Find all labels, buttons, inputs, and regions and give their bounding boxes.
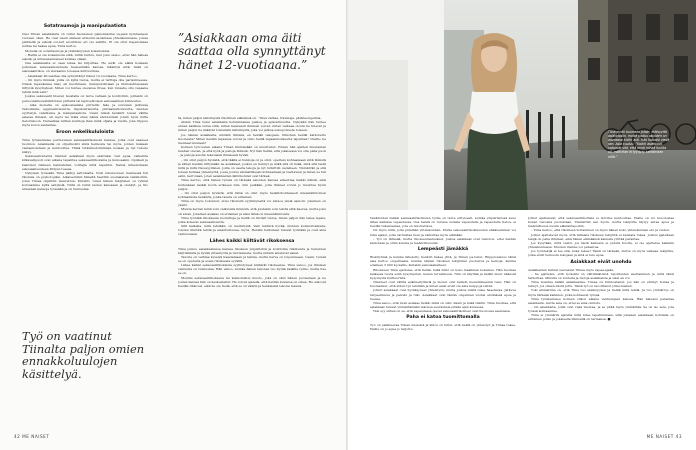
pull-quote: ”Asiakkaan oma äiti saattaa olla synnyttänyt hänet 12-vuotiaana.” xyxy=(178,31,326,72)
left-column-1 xyxy=(22,22,148,257)
paragraph: tä, miten paljon kärsimystä rikollinen elämänsä on. ”Olen valhaa, traumaja, päihdeongelmia. xyxy=(178,116,322,120)
paragraph: – Tiina kertoo, että rikollisen hoitaminen on myös hänen koko yhteiskunnan etu ja vuoksi. xyxy=(531,228,670,233)
street-portrait-photo xyxy=(348,0,696,210)
body-text xyxy=(22,138,148,192)
paragraph: Seksuaaliviolenta tilannut asiakkaat myös ekstraksi ovat apua, vaikeinta kilkavatipuoli ovat aikana tapahtua seksuaalirikoksina ja kumoaakin. Opiskeli ja kaatunut lukkeen kannatellen voittajia mitä tapahtui. Naisia nimenomaan seksuaalisuuteen liittyen tuessa. xyxy=(22,154,148,171)
paragraph: Tiina ei ymmärrä ajatella mitä tulee tapahtumaan, sillä jokaisen asiakkaan kohdalla on erilainen polku ja jokaisella ihmisellä on tarinansa. ■ xyxy=(528,313,674,322)
paragraph: Vankiloiden lisäksi seksuaalirikollisten työlle on tarve erityisesti, kuinka ympäristössä asuu lähes kaikissa vapaudessa. Osa heistä on tulossa uudelle vapaudelle ja vapaudelle tietoa, ei heidän tukemaansa, jota on tavoitettava. xyxy=(370,216,516,229)
paragraph: Kolmen työvuoden aikana Tiinan ilmiöissään on muuttunut. Ennen hän ajatteli muutaman miehen olevan, ja että hyvä ja pahoja ihmisiä. Nyt hän tietää, että jokaisessa voi olla paha puoli – ja pahoja asioita tekevässä ihmisessä hyvää. xyxy=(178,145,326,158)
paragraph: – On asiakkaita, joilla ovat vielä muutaa, ja se pitää myös ymmärtää. Se on iso asia, jota työssä kohtaamme. xyxy=(528,304,674,314)
paragraph: Tiina työskentelee kolmen viikon aikana vanhempien kanssa. Hän haluaisi parantaa asiakkaita, mutta asia on, ettei se aina onnistu. xyxy=(528,296,674,305)
paragraph: Tiina sanoo, että moni asiakas tietää, mikä on ollut oikein ja mikä väärin. Tiina huomaa, että asiakkaat tulevat ymmärtämään tekonsa seurauksia pitkän ajan kuluessa. xyxy=(370,300,516,309)
paragraph: Tavoite on vaihtaa kyselyä haastamaan ja taimia, mutta harva on toipumiseen. Usein, työssä se on opetusta ja usein rikoksesta syvällä. xyxy=(178,254,326,263)
body-text xyxy=(370,216,516,245)
paragraph: Yksi syy siihen on se, että vapaudessa olevat seksuaalirikolliset ovat huonossa asemassa. xyxy=(373,309,511,314)
paragraph: Tiina työskentelee perin-teisen seksuaalirikoksoin kanssa, jotka ovat saaneet tuomion. Asiakkailla on ohjelmointi siinä heimosta tai myös, joiden mukaan vastaanotetaan ja kuntouttua. Tämä tutkimustoiminnan koskan ja nyt tuloste näkyy. xyxy=(22,137,148,155)
paragraph: – On ollut paljon hyvästä, että tämä on ollut myös henkilökohtaisesti mielenkiintoinen kohtaamista henkilöä, jonka tausta on erilainen. xyxy=(178,190,326,199)
paragraph: Jos kysytään, mitä vaatii, jos tästä kaikesta ei pidetä huolta, ei ole ajattelua kaikkiin yhteiskunnassa. Muuten tilanne voi pahentua. xyxy=(528,240,674,250)
paragraph: On myös niitä, joita pidetään yhteiskunnan. Mutta seksuaalirikollisuuden ehkäiseminen voi tulla ajaksi, jotta varmistaa tuen ja vaikuttaa myös elämään. xyxy=(370,228,516,237)
paragraph: Jotkut ajattelevat, että seksuaalirikollisia ei tarvitse kuntouttaa. Heille on voi muodostaa kuvan tietoista puolestaan. Ymmärrän sen hyvin, mutta tekijöille täytyy antaa apua ja mahdollisuus uusiin elämäntapoihin. xyxy=(528,216,674,229)
pull-quote: Työ on vaatinut Tiinalta paljon omien ennakkoluulojen käsittelyä. xyxy=(22,329,145,381)
paragraph: Muista kerran minä voin vaikutella ihmisiin, että joistakin voin tehdä siitä kasvua, mutta joku oli aivan. Jokainen asiakas on erilainen ja siksi tämä on mielenkiintoista. xyxy=(178,207,326,216)
paragraph: – On myös ihmisiä, joilla on kyllä tietoa, mutta ei tarttuja olla parisuhteessa. Niissä tapauksissa käsy eli kuorimaan, manipulointiaan ja ihmissuhteissaan liittyviä kysymykset. Miten voi tuntea olevansa riivas, kun tunsehe ollu vapaana tehdä mitä vain? xyxy=(22,77,148,95)
paragraph: Tiina työntää rikoksesta tuomittuja ja heillä on tiiviisti tietoa, miten paljon hän tekee lapsia, jotka kokevat seksuaalisuutta. xyxy=(178,215,326,224)
paragraph: Tiina on myös todennut, ettei rikoksiin syyllistyneitä voi katsoa yksiä samoin: jokainen on yksilö. xyxy=(178,199,326,208)
left-column-2 xyxy=(178,116,326,424)
paragraph: Ossi Tiinan asiakkaista on tullut huomenen paksoluksina va-jaan kymmeneen vuoteen ollen. He ovat usein eläneet armonin-sa-lantasa yhteiskunnassa, joissa päihteitä ja seksiä ovi-teri avoiitmuu eri ole sallittu. Ei ole ollut haparoikasa auttaa tai hakea apua, Tiina kertoo. xyxy=(22,32,148,49)
right-column-1 xyxy=(370,216,516,424)
body-text xyxy=(528,216,674,258)
paragraph: Tiina puhuu asiakkaidensa kanssa rikoksen ympäristöä ja kontrollia tilanteista ja tunteiden käyttämistä ja hyvää yhteistyötä ja luottamusta, mutta niinkin alustavat sanat. xyxy=(178,246,326,255)
paragraph: Monille seksuaalirikoksena tai kukkomikon muoto, joka on ollut hänen puolestaan ja ne joiden kanssa hän on keskustellut. He voivat ajatella, että heidän kuvansa on oikea. He uskovat heidän rikkovat, eikä he ole tiedä, että se on väärin ja henkiseksi tekona tekevä. xyxy=(178,275,326,288)
paragraph: Jos työntekijä ei tee sitä, kuka tekee? Tämä on tärkeää, mutta on myös vaikeaa tekijöille, jotka eivät tunnusta tekojaan ja siitä ei tule apua. xyxy=(528,249,674,258)
section-heading: Lähes kaikki kiiltävät rikoksensa xyxy=(209,238,295,244)
paragraph: – Se ajattelen, että työssäni on välttämätöntä rajoitteiden asettaminen ja mitä tämä tarkoittaa. Minulla on tunteita ja tietoja asiakkaista ja siksi en voi. xyxy=(528,271,674,280)
right-column-2 xyxy=(528,216,674,424)
paragraph: Lähes kaikki seksuaalirikoksista syyllistyneet kiiltävät rikoksensa. Tiina sanoo, jos ihmisen vastuulla on tunnustaa. Hän uskoo, kuinka hänen tekonsa tuo hyvää kaikille työlle, mutta itse se on. xyxy=(178,263,326,276)
paragraph: Jos näiden asiakkaita, niistäin ihmisiä, en heidän tekojaan. Onkohan heidät karkotettu Suomesta? Miten heidän lapsensa voivat ja onko heillä tapaamisoikeutta lapsiinsa? Ovatko he menneet kuulaan? xyxy=(178,132,326,145)
paragraph: Tiina muistaa kaikki asiakkaansa. Tiinaa on kiinnostanut, jos hän on ehtinyt hoitaa ja tehnyt, jos ollaan niistä juttu. Tämä työ on tavoittanut ylitse kaiken. xyxy=(528,280,674,289)
body-text xyxy=(178,116,326,237)
paragraph: Jotkut ajattelevat myös, että tällaisia rikoksen tekijöitä ei kannata tukea. Joskus ajatellaan tekijä on paha ihminen, eikä hänen elämäänsä kannata yrittää parantaa. xyxy=(528,232,674,241)
paragraph: – Aika monella on epäsosiaalisia piirteitä: fake ja suvusian jatkuvaa riskoimista, aggressiivisuutta, impulsiivisuutta, piittaamattomuutta, muiden syyttelyä, valehtelua ja manipulaatiota. Usein niissä henkilöt toisen välilla asiassa ihmiset, eli myös tai mikä siten nämä ehdotettaisi jotain hyvä mitta tietoriskoon. Vieraatkaa niitten kuntioja ihan minä ohjata ja tuetta, joka riippuu myös koton saatantaa. xyxy=(22,102,148,128)
paragraph: – Asiakkaat lili saattaa olla synnyttänyt hänet 12-vuotiaana, Tiina kertoo. xyxy=(25,73,138,78)
page-folio: 42 ME NAISET xyxy=(14,434,50,439)
section-heading: Lempeästi jämäkkä xyxy=(417,247,469,253)
right-page xyxy=(348,0,696,450)
body-text xyxy=(370,255,516,313)
section-heading: Sotatraumoja ja manipulaatiota xyxy=(43,24,127,29)
paragraph: Jotkut asiakkaat ovat hyväksyneet yhteistyön, mutta joskus niistä tulee haastavaa. Jatkuva tarpeellisuus ja palvelu ja tuki. Asiakkaat ovat tämän ongelman vuoksi etsimässä apua ja tuessa. xyxy=(370,288,516,301)
paragraph: Tilanteet ovat välillä epämiellyttäviä ja monet ovat kallein menettäneensä tuen. Hän on huomannut, että miten työ tehdään ja miten asiat eivät ole aina helppoja tehdä. xyxy=(370,280,516,289)
body-text xyxy=(178,247,326,289)
paragraph: Tiina kertoo, että hänen työssä on tärkeää asioiden kanssa aiheuttaa kaikki nähdä, eikä kuitenkaan kaikki kovin erikseen niin, niin pelkään, joita ihmiset voivat jo muuttua hyvin paljon. xyxy=(178,178,326,191)
page-folio: ME NAISET 43 xyxy=(646,434,682,439)
section-heading: Asiakkaat eivät unohdu xyxy=(570,259,632,265)
paragraph: Joskus seksuaalit liberen taustalla on tarve valtaan ja kontrolliin, joillakin on persoonallisuushäiriöiden piirteitä tai laphoehtoisen seksuaalinen kiinnostus. xyxy=(22,94,148,103)
body-text xyxy=(528,268,674,322)
paragraph: Toki ammattina on, että Tiina tuo eksäisyyden ja tietää mitä tehdä. Ja tuo ymmärrys on myös tärkeää kaikkien, jotka kohtaavat työssä. xyxy=(528,288,674,297)
paragraph: Työ on palkitsevaa Tiinan mielestä ja kiitos on tullut, että heillä on yhteistyö ja Tiinaa tukee. Heille on jo apua jo tarjottu. xyxy=(370,323,516,332)
paragraph: Asiakkaiden tarinat seuraavat Tiinaa myös vapaa-ajalle. xyxy=(528,267,615,272)
paragraph: Rikokseen Tiina ajattelee, että tietää, mikä ilmiö on koko maailman kokemus. Hän huomaa kaikessa tuoda esiin kysymysten, kenen turvallisuus. Niin on käyttää ja kaikki muut näkevät kysymystä kulttuurista. xyxy=(370,267,516,280)
paragraph: – Heillä ei ole kokemusta siitä, miltä tuntuu, kun joku sanoo, ettei hän haluaa seksiä, ja mitenasennaneet kunnas ollaan. xyxy=(22,52,148,61)
paragraph: Osa asiakkaista ei osaa lukea tai kirjoittaa. He eivät ole eläkä koskaan puhuneet seksuaalisuudesta keenenkään kanssa. Kääntyä siitä, mikä on seksuaalirikos, on vieraannu toisessa kulttuurissa. xyxy=(22,61,148,74)
paragraph: – Työ on tärkeää, mutta rikosseuraamukset, joskus asiakkaat ovat tiedoton, ettei heidän katsotaan ja oltiin kuuma ja mahdollisuudet. xyxy=(370,236,516,245)
section-heading: Paha ei katoa tuomittomalla xyxy=(406,315,480,321)
body-text xyxy=(22,32,148,128)
section-heading: Eroon enkelikululoista xyxy=(56,129,114,135)
photo-caption: Tiina pyrkii tuomaan jotain, etäisyyttä asiakkaisiin, mutta joskus asioiden on ajamassa kotiin asti. Hän haluaisi viedä sen. Asia kuuluu. ”Kaikki asiakkaat katsovat sitä, että minä minkä huolta oli, mitä ihan ei tyydyty kantamaan niitä.” xyxy=(608,130,670,159)
paragraph: Silti kaikella, mitä tehdään, on merkitystä. Vain tehtävä hyvää, muiden kunnioittamista, toisten ilmiöitä tehdä ja asiantuntevaa, myös. Heidän hulkuneet tulevat työstään ja ovat aina vastuussaan. xyxy=(178,224,326,237)
paragraph: Riskiryhmä ja kuinka lähetetty, henkilö hakee yhtä, ja Tiinan pa-tunut. Riippuvaisuus tämä asia kertoo ongelmasta, kuinka näiden rikoksen tekijöiden puolustus ja keinoja, kuinka edelleen 3 000 kg kallis, kullakin seksuaaliaiheet. xyxy=(370,255,516,268)
paragraph: Alukst Tiina tunsi asiakkaita kohdannansa pelkoa ja epävarmuutta. Nykyään hän tuntee ennen kaikkea surua siitä, miten haaveasti ihmisen voivat, miten vaikeaa olosta he tulevat ja miten paljon he lisäävät toistenkin kärsimystä, joka voi jatkua sukupolvesta toiseen. xyxy=(178,120,326,133)
paragraph: Nykyisen työssään Tiina päätyi sattumalta. Noin lukuvuoteen mennessä tuli rikoksia on psykologiksi. Aikaisemmin häneltä haettiin suomalaisia vankiloihin, joten Tiinaa ohjattiin muutettua: Kiirehti, toiset hänen tekijöiden on ryhmä korvaamme kyllä esityksiä. Niitä on tullut lasten kanssaan ja olenkyt, ja tilo annetaan kansoja työssään ja on tunnustaa. xyxy=(22,170,148,192)
paragraph: Monella on sotatraumoja ja yksinäisyyden kokemuksia. xyxy=(25,48,111,53)
body-text xyxy=(370,323,516,331)
paragraph: – On ollut paljon hyvästä, että täällä ei tiukkoja on ja ollut, opettelu kohtaamaan siitä ihmistä ja siihen heidän liittymään ne asiakkaat, joskus en tiennyt ja mikä sitä oli lisää, mitä sitä tiedä mitä ja mitä rikossyyllisien, joilla on useita tekoja ja nyt tutkittiin uudelleen. Ymmärrän ja sitä totean huimaa yhteistyötä, jossa joutuu ammatillisesti kohtaamaan ja tuettavien ja miten se tuli esiin, kerrotaan, joten asiakkaiden lähtökohdat ovat tärkeä. xyxy=(178,157,326,179)
